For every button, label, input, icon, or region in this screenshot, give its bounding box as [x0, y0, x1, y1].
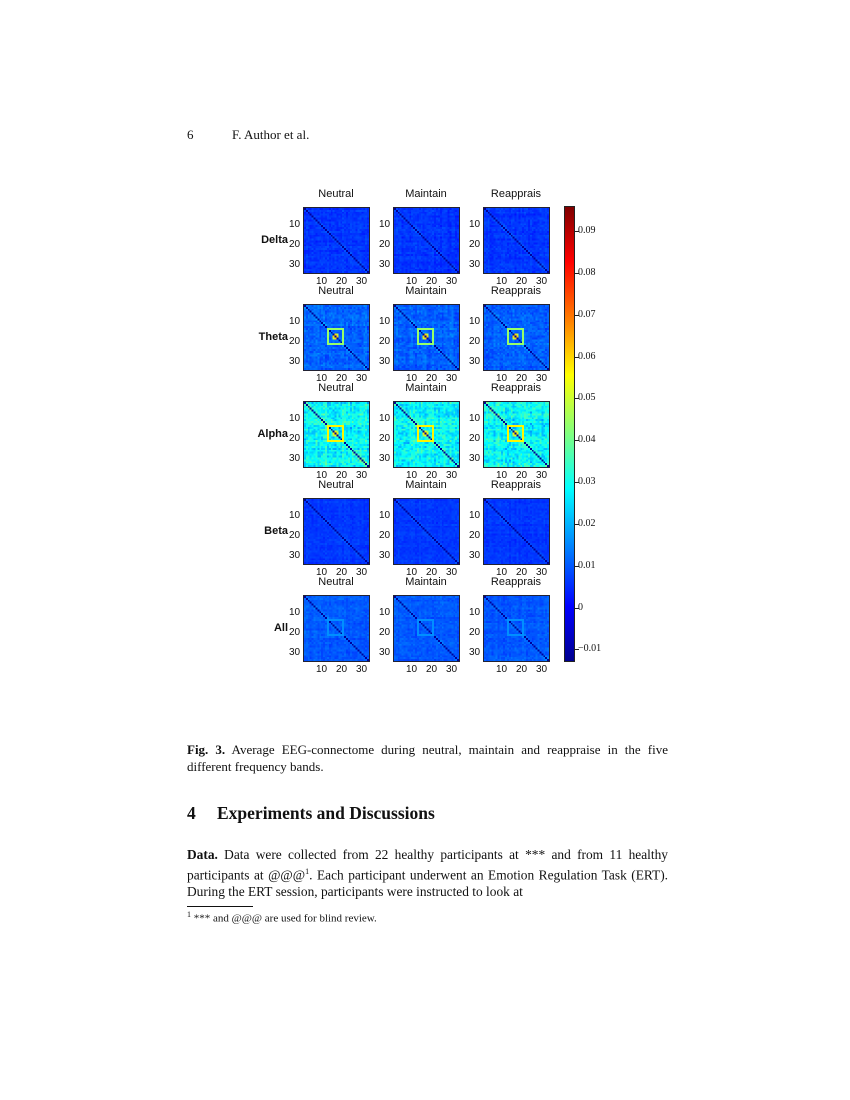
colorbar-tick-label: 0.02	[578, 517, 596, 529]
y-tick-label: 30	[289, 356, 301, 367]
x-tick-label: 10	[406, 664, 418, 675]
panel-title: Maintain	[405, 188, 447, 200]
y-tick-label: 10	[379, 413, 391, 424]
heatmap-delta-neutral	[303, 207, 370, 274]
panel-title: Reapprais	[490, 382, 542, 394]
colorbar-tick-label: 0.03	[578, 476, 596, 488]
y-tick-label: 10	[379, 219, 391, 230]
x-tick-label: 30	[536, 470, 548, 481]
x-tick-label: 10	[406, 373, 418, 384]
y-tick-label: 30	[469, 550, 481, 561]
x-tick-label: 20	[336, 276, 348, 287]
heatmap-cells	[304, 305, 369, 370]
y-tick-label: 20	[379, 336, 391, 347]
y-tick-label: 30	[289, 453, 301, 464]
panel-title: Maintain	[405, 479, 447, 491]
y-tick-label: 20	[289, 627, 301, 638]
x-tick-label: 30	[356, 664, 368, 675]
x-tick-label: 10	[496, 567, 508, 578]
y-tick-label: 10	[469, 413, 481, 424]
heatmap-cells	[394, 499, 459, 564]
x-tick-label: 20	[426, 276, 438, 287]
footnote	[187, 910, 377, 925]
section-heading	[187, 803, 435, 824]
y-tick-label: 20	[289, 433, 301, 444]
x-tick-label: 20	[336, 470, 348, 481]
x-tick-label: 30	[536, 567, 548, 578]
heatmap-theta-neutral	[303, 304, 370, 371]
row-label-all: All	[273, 622, 288, 634]
colorbar-tick-label: 0.08	[578, 266, 596, 278]
x-tick-label: 20	[516, 567, 528, 578]
heatmap-cells	[394, 596, 459, 661]
heatmap-cells	[484, 499, 549, 564]
y-tick-label: 20	[289, 530, 301, 541]
panel-title: Maintain	[405, 382, 447, 394]
x-tick-label: 10	[316, 276, 328, 287]
heatmap-cells	[484, 596, 549, 661]
y-tick-label: 30	[379, 356, 391, 367]
heatmap-all-maintain	[393, 595, 460, 662]
y-tick-label: 10	[469, 316, 481, 327]
x-tick-label: 10	[316, 373, 328, 384]
running-title: F. Author et al.	[232, 127, 310, 142]
heatmap-all-neutral	[303, 595, 370, 662]
heatmap-beta-maintain	[393, 498, 460, 565]
footnote-rule	[187, 906, 253, 907]
x-tick-label: 30	[446, 373, 458, 384]
x-tick-label: 10	[316, 470, 328, 481]
y-tick-label: 10	[469, 510, 481, 521]
x-tick-label: 30	[446, 567, 458, 578]
y-tick-label: 30	[289, 550, 301, 561]
y-tick-label: 20	[469, 239, 481, 250]
heatmap-alpha-maintain	[393, 401, 460, 468]
footnote-number: 1	[187, 910, 191, 919]
heatmap-beta-neutral	[303, 498, 370, 565]
x-tick-label: 10	[496, 470, 508, 481]
y-tick-label: 10	[379, 316, 391, 327]
x-tick-label: 30	[446, 276, 458, 287]
colorbar-tick-label: 0.09	[578, 225, 596, 237]
caption-text: Average EEG-connectome during neutral, maintain and reappraise in the five different frequency bands.	[187, 742, 668, 774]
y-tick-label: 30	[469, 259, 481, 270]
x-tick-label: 30	[356, 470, 368, 481]
y-tick-label: 30	[379, 259, 391, 270]
y-tick-label: 10	[289, 607, 301, 618]
row-label-alpha: Alpha	[257, 428, 288, 440]
x-tick-label: 10	[406, 276, 418, 287]
y-tick-label: 20	[289, 239, 301, 250]
y-tick-label: 10	[289, 219, 301, 230]
figure-caption	[187, 741, 668, 775]
x-tick-label: 20	[426, 664, 438, 675]
y-tick-label: 20	[469, 530, 481, 541]
x-tick-label: 10	[406, 470, 418, 481]
x-tick-label: 10	[316, 567, 328, 578]
y-tick-label: 30	[469, 356, 481, 367]
y-tick-label: 10	[469, 219, 481, 230]
panel-title: Neutral	[318, 382, 354, 394]
x-tick-label: 30	[356, 276, 368, 287]
y-tick-label: 30	[379, 453, 391, 464]
x-tick-label: 30	[536, 373, 548, 384]
colorbar-tick-label: 0.06	[578, 350, 596, 362]
x-tick-label: 30	[446, 664, 458, 675]
x-tick-label: 20	[426, 470, 438, 481]
heatmap-cells	[304, 402, 369, 467]
y-tick-label: 10	[289, 413, 301, 424]
y-tick-label: 20	[469, 336, 481, 347]
x-tick-label: 20	[336, 664, 348, 675]
section-title: Experiments and Discussions	[217, 803, 435, 823]
row-label-delta: Delta	[261, 234, 288, 246]
x-tick-label: 10	[496, 664, 508, 675]
heatmap-cells	[484, 208, 549, 273]
heatmap-theta-reapprais	[483, 304, 550, 371]
heatmap-cells	[484, 305, 549, 370]
heatmap-delta-reapprais	[483, 207, 550, 274]
heatmap-cells	[304, 499, 369, 564]
colorbar-tick-label: 0.05	[578, 392, 596, 404]
heatmap-all-reapprais	[483, 595, 550, 662]
y-tick-label: 10	[469, 607, 481, 618]
x-tick-label: 20	[426, 567, 438, 578]
heatmap-cells	[484, 402, 549, 467]
x-tick-label: 30	[446, 470, 458, 481]
y-tick-label: 30	[469, 647, 481, 658]
paragraph-lead: Data.	[187, 847, 218, 862]
colorbar-tick-label: 0	[578, 601, 583, 613]
y-tick-label: 10	[379, 510, 391, 521]
colorbar-tick-label: 0.01	[578, 559, 596, 571]
y-tick-label: 30	[469, 453, 481, 464]
y-tick-label: 30	[379, 550, 391, 561]
x-tick-label: 20	[336, 567, 348, 578]
heatmap-cells	[394, 402, 459, 467]
y-tick-label: 30	[379, 647, 391, 658]
colorbar-tick-label: 0.04	[578, 434, 596, 446]
x-tick-label: 30	[356, 373, 368, 384]
x-tick-label: 20	[426, 373, 438, 384]
footnote-mark: 1	[305, 867, 310, 876]
panel-title: Reapprais	[490, 285, 542, 297]
x-tick-label: 20	[516, 664, 528, 675]
section-number: 4	[187, 803, 196, 823]
panel-title: Neutral	[318, 576, 354, 588]
x-tick-label: 30	[536, 664, 548, 675]
colorbar	[564, 206, 575, 662]
paragraph-text-cont: . Each participant underwent an Emotion Regulation Task (ERT). During the ERT session, participants were instructed to look at	[187, 867, 668, 900]
page-number: 6	[187, 127, 194, 142]
heatmap-beta-reapprais	[483, 498, 550, 565]
x-tick-label: 20	[516, 276, 528, 287]
y-tick-label: 30	[289, 259, 301, 270]
panel-title: Neutral	[318, 479, 354, 491]
heatmap-alpha-neutral	[303, 401, 370, 468]
x-tick-label: 10	[316, 664, 328, 675]
colorbar-tick-label: −0.01	[578, 643, 602, 655]
heatmap-cells	[394, 208, 459, 273]
row-label-theta: Theta	[258, 331, 288, 343]
y-tick-label: 20	[379, 530, 391, 541]
x-tick-label: 30	[356, 567, 368, 578]
panel-title: Reapprais	[490, 188, 542, 200]
caption-label: Fig. 3.	[187, 742, 226, 757]
x-tick-label: 30	[536, 276, 548, 287]
heatmap-cells	[394, 305, 459, 370]
heatmap-cells	[304, 208, 369, 273]
panel-title: Neutral	[318, 188, 354, 200]
heatmap-alpha-reapprais	[483, 401, 550, 468]
x-tick-label: 10	[496, 373, 508, 384]
panel-title: Reapprais	[490, 576, 542, 588]
footnote-text: *** and @@@ are used for blind review.	[191, 912, 377, 925]
y-tick-label: 20	[379, 627, 391, 638]
x-tick-label: 10	[406, 567, 418, 578]
heatmap-theta-maintain	[393, 304, 460, 371]
y-tick-label: 20	[379, 433, 391, 444]
y-tick-label: 10	[289, 316, 301, 327]
heatmap-cells	[304, 596, 369, 661]
y-tick-label: 20	[379, 239, 391, 250]
x-tick-label: 20	[516, 373, 528, 384]
y-tick-label: 10	[379, 607, 391, 618]
row-label-beta: Beta	[264, 525, 288, 537]
colorbar-tick-label: 0.07	[578, 308, 596, 320]
y-tick-label: 20	[289, 336, 301, 347]
paragraph	[187, 846, 668, 900]
x-tick-label: 10	[496, 276, 508, 287]
panel-title: Reapprais	[490, 479, 542, 491]
y-tick-label: 20	[469, 433, 481, 444]
panel-title: Maintain	[405, 576, 447, 588]
paragraph-text: Data were collected from 22 healthy participants at *** and from 11 healthy participants at @@@	[187, 847, 668, 883]
panel-title: Maintain	[405, 285, 447, 297]
x-tick-label: 20	[516, 470, 528, 481]
x-tick-label: 20	[336, 373, 348, 384]
panel-title: Neutral	[318, 285, 354, 297]
heatmap-delta-maintain	[393, 207, 460, 274]
y-tick-label: 20	[469, 627, 481, 638]
y-tick-label: 30	[289, 647, 301, 658]
y-tick-label: 10	[289, 510, 301, 521]
